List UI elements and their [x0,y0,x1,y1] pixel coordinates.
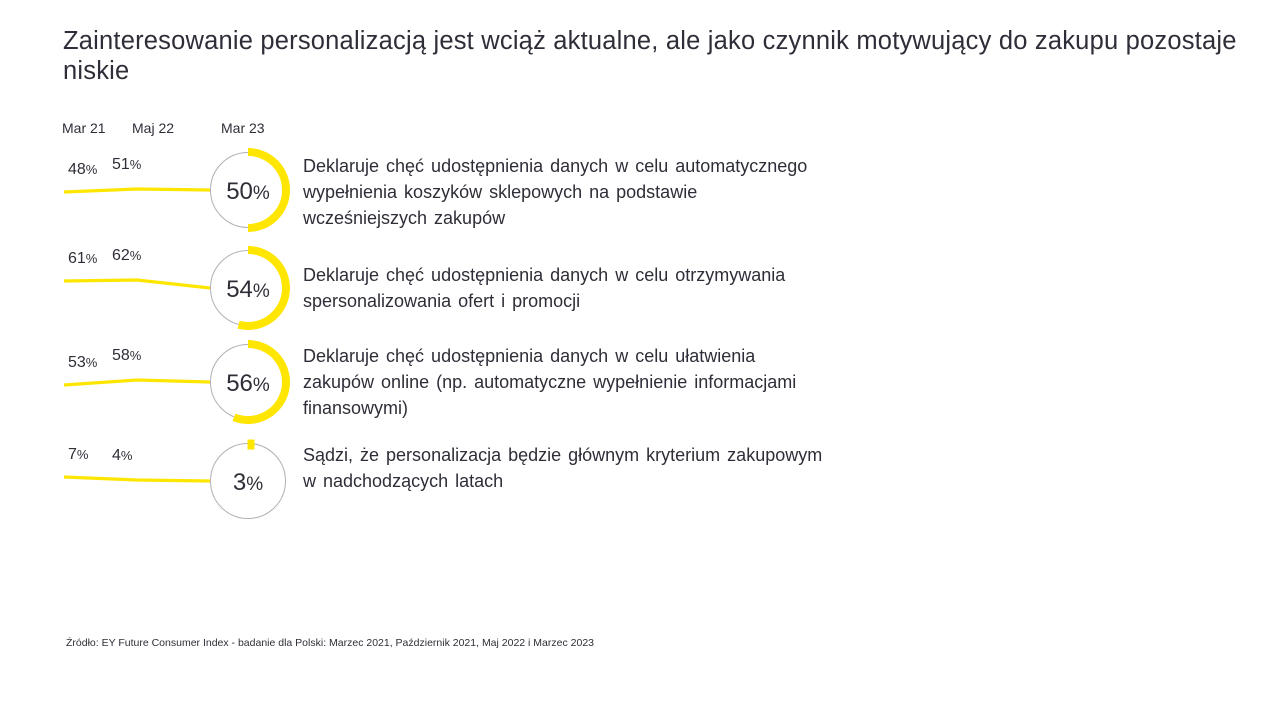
trend-line-2 [64,380,210,385]
value-label-0-0: 48% [68,161,98,178]
value-label-1-1: 62% [112,247,142,264]
period-label-mar23: Mar 23 [221,120,265,136]
row-label-3: Sądzi, że personalizacja będzie głównym kryterium zakupowym w nadchodzących latach [303,445,823,491]
row-label-0: Deklaruje chęć udostępnienia danych w celu automatycznego wypełnienia koszyków sklepowych na podstawie wcześniejszych zakupów [303,156,808,228]
donut-value-3: 3% [232,469,264,496]
value-label-3-0: 7% [68,446,89,463]
donut-value-2: 56% [226,370,270,397]
row-label-2: Deklaruje chęć udostępnienia danych w celu ułatwienia zakupów online (np. automatyczne wypełnienie informacjami finansowymi) [303,346,797,418]
source-note: Źródło: EY Future Consumer Index - badanie dla Polski: Marzec 2021, Październik 2021, Maj 2022 i Marzec 2023 [66,637,594,649]
value-label-3-1: 4% [112,447,133,464]
row-label-1: Deklaruje chęć udostępnienia danych w celu otrzymywania spersonalizowania ofert i promocji [303,265,786,311]
value-label-2-1: 58% [112,347,142,364]
page-title: Zainteresowanie personalizacją jest wciąż aktualne, ale jako czynnik motywujący do zakupu pozostaje niskie [63,27,1237,85]
donut-value-1: 54% [226,276,270,303]
donut-value-0: 50% [226,178,270,205]
value-label-1-0: 61% [68,250,98,267]
trend-line-0 [64,189,210,192]
value-label-2-0: 53% [68,354,98,371]
period-label-maj22: Maj 22 [132,120,175,136]
period-label-mar21: Mar 21 [62,120,106,136]
trend-line-3 [64,477,210,481]
trend-line-1 [64,280,210,288]
value-label-0-1: 51% [112,156,142,173]
